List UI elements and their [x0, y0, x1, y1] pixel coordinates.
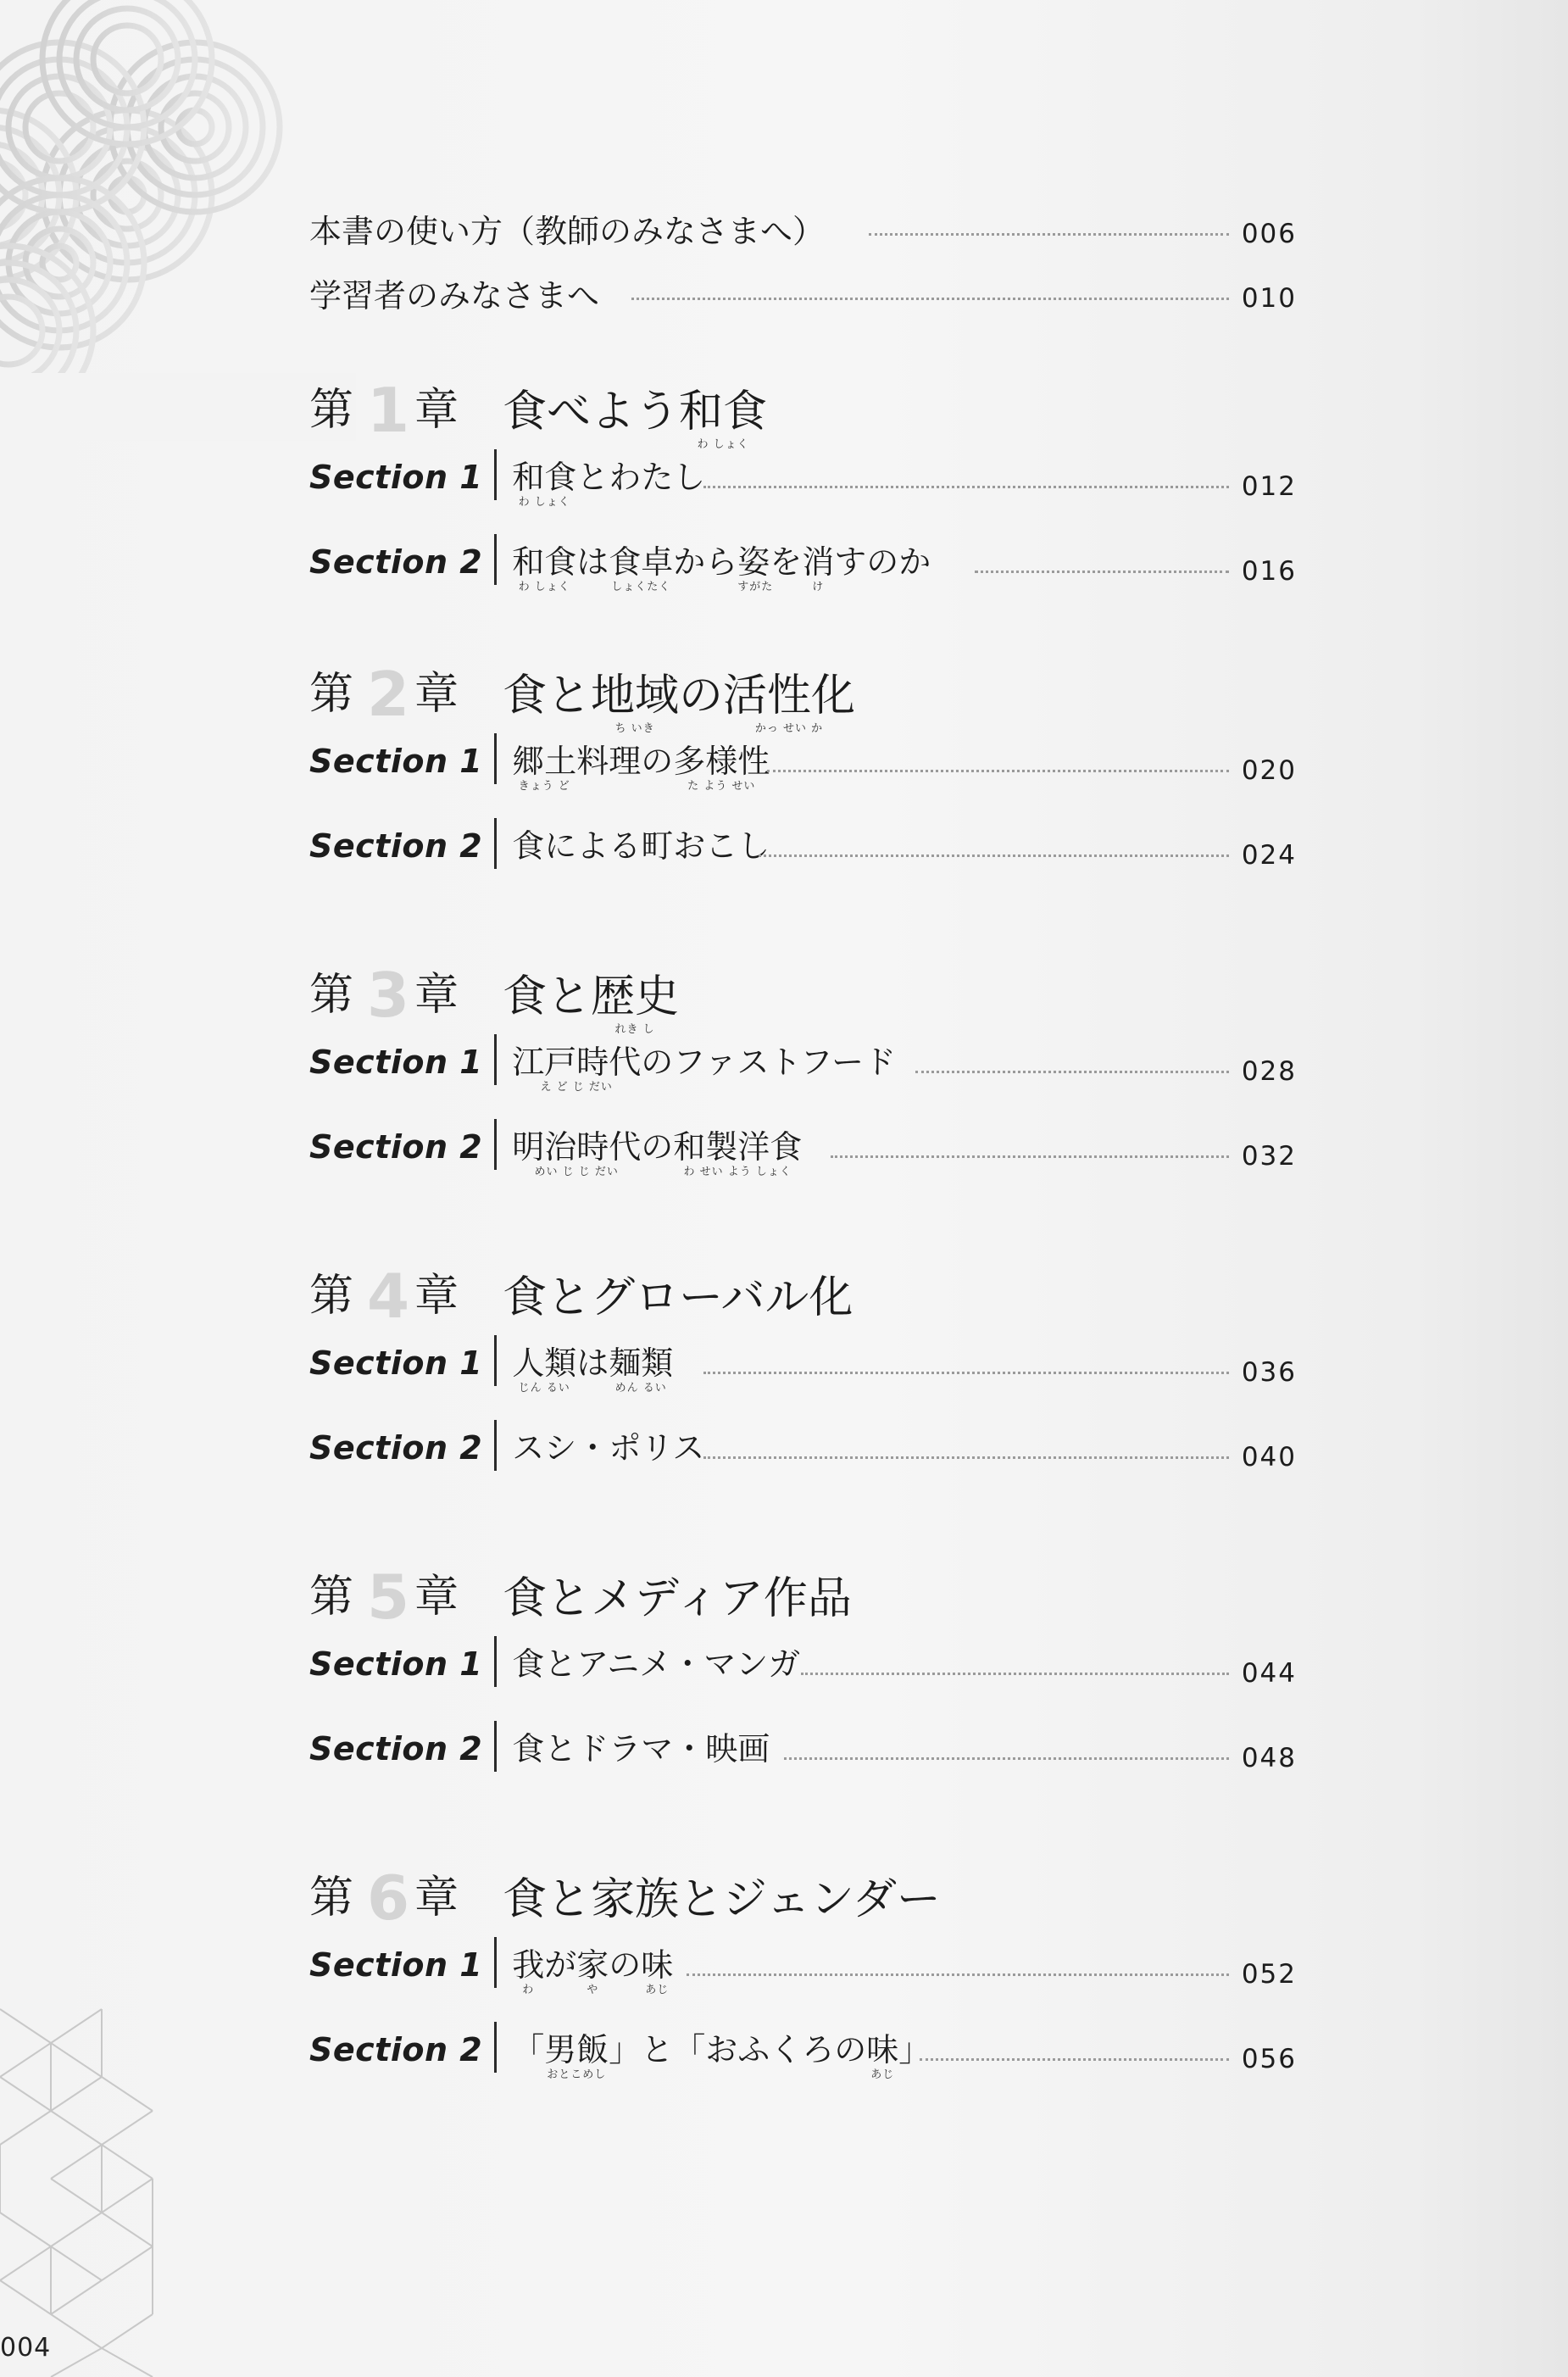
section-title: [512, 1044, 897, 1094]
ruby-word: 麺類 めん るい: [609, 1344, 674, 1394]
page-number: 044: [1241, 1658, 1297, 1689]
section-entry: [309, 1937, 674, 1996]
page-number: 052: [1241, 1959, 1297, 1990]
chapter-prefix: 第: [309, 669, 354, 720]
toc-row-section[interactable]: [309, 2029, 1297, 2088]
chapter-suffix: 章: [414, 1572, 459, 1623]
furigana: おとこめし: [547, 2068, 607, 2081]
section-title: [512, 1730, 770, 1767]
text-run: のファストフード: [641, 1044, 897, 1081]
toc-row-section[interactable]: [309, 740, 1297, 799]
text-run: 食と: [503, 971, 592, 1022]
toc-row-section[interactable]: [309, 1342, 1297, 1401]
text-run: 食とドラマ・映画: [512, 1730, 770, 1767]
section-title: [512, 827, 770, 865]
text-run: の: [679, 671, 724, 721]
furigana: え ど じ だい: [540, 1081, 613, 1094]
furigana: かっ せい か: [754, 722, 824, 735]
section-entry: [309, 1420, 704, 1471]
chapter-title: [503, 1874, 941, 1925]
section-entry: [309, 1636, 800, 1687]
furigana: た よう せい: [687, 780, 756, 793]
furigana: れき し: [614, 1023, 655, 1036]
section-entry: [309, 733, 770, 793]
chapter-number: 1: [366, 375, 410, 446]
chapter-number: 3: [366, 960, 410, 1031]
toc-row-section[interactable]: [309, 1944, 1297, 2003]
text-run: 食とグローバル化: [503, 1272, 854, 1323]
section-label: Section 1: [309, 743, 483, 780]
ruby-word: 多様性 た よう せい: [673, 743, 770, 793]
chapter-heading-2[interactable]: [309, 657, 1297, 733]
text-run: 食とメディア作品: [503, 1573, 852, 1624]
section-label: Section 1: [309, 1044, 483, 1081]
furigana: じん るい: [518, 1382, 570, 1394]
leader-dots: [831, 1155, 1229, 1158]
toc-row-front-1[interactable]: [309, 203, 1297, 263]
furigana: めん るい: [614, 1382, 667, 1394]
chapter-suffix: 章: [414, 669, 459, 720]
chapter-number: 5: [366, 1561, 410, 1633]
toc-row-section[interactable]: [309, 1041, 1297, 1100]
ruby-word: 和食 わ しょく: [512, 459, 577, 509]
section-title: [512, 743, 770, 793]
chapter-title: [503, 1272, 854, 1323]
page-number: 010: [1241, 283, 1297, 314]
chapter-prefix: 第: [309, 385, 354, 436]
leader-dots: [801, 1673, 1229, 1675]
ruby-word: 地域 ち いき: [591, 671, 680, 735]
leader-dots: [687, 1973, 1229, 1976]
page-number: 006: [1241, 219, 1297, 249]
chapter-heading-6[interactable]: [309, 1861, 1297, 1937]
section-title: [512, 1645, 800, 1683]
leader-dots: [975, 571, 1229, 573]
page-folio: 004: [0, 2333, 52, 2363]
chapter-suffix: 章: [414, 1271, 459, 1322]
furigana: わ: [522, 1984, 535, 1996]
section-divider: [494, 1034, 497, 1085]
furigana: や: [587, 1984, 599, 1996]
furigana: しょくたく: [611, 581, 671, 593]
leader-dots: [703, 1372, 1229, 1374]
chapter-heading-5[interactable]: [309, 1560, 1297, 1636]
furigana: あじ: [645, 1984, 670, 1996]
chapter-title: [503, 971, 680, 1036]
text-run: スシ・ポリス: [512, 1429, 705, 1467]
page-number: 032: [1241, 1141, 1297, 1172]
text-run: 食による町おこし: [512, 827, 770, 865]
chapter-prefix: 第: [309, 1271, 354, 1322]
text-run: 食とアニメ・マンガ: [512, 1645, 801, 1683]
ruby-word: 家 や: [576, 1946, 609, 1996]
page-number: 024: [1241, 840, 1297, 871]
section-divider: [494, 818, 497, 869]
leader-dots: [631, 298, 1229, 300]
ruby-word: 和食 わ しょく: [512, 543, 577, 593]
page-number: 040: [1241, 1442, 1297, 1472]
text-run: は: [576, 543, 609, 581]
section-divider: [494, 1335, 497, 1386]
chapter-prefix: 第: [309, 1572, 354, 1623]
chapter-prefix: 第: [309, 970, 354, 1021]
toc-row-section[interactable]: [309, 1427, 1297, 1486]
section-title: [512, 1128, 803, 1178]
page-number: 016: [1241, 556, 1297, 587]
section-divider: [494, 1420, 497, 1471]
section-divider: [494, 1119, 497, 1170]
page-number: 012: [1241, 471, 1297, 502]
furigana: わ せい よう しょく: [683, 1166, 792, 1178]
ruby-word: 活性化 かっ せい か: [723, 671, 856, 735]
furigana: あじ: [870, 2068, 895, 2081]
chapter-suffix: 章: [414, 1873, 459, 1923]
section-entry: [309, 1119, 803, 1178]
chapter-heading-1[interactable]: [309, 373, 1297, 449]
chapter-title: [503, 1573, 852, 1624]
text-run: 料理の: [576, 743, 674, 780]
furigana: めい じ じ だい: [534, 1166, 619, 1178]
section-label: Section 1: [309, 1946, 483, 1984]
section-entry: [309, 1034, 897, 1094]
chapter-number: 2: [366, 659, 410, 730]
furigana: わ しょく: [518, 581, 570, 593]
ruby-word: 味 あじ: [866, 2031, 899, 2081]
section-entry: [309, 2022, 931, 2081]
leader-dots: [767, 770, 1229, 772]
toc-row-section[interactable]: [309, 825, 1297, 884]
seigaiha-pattern: [0, 0, 356, 441]
furigana: きょう ど: [518, 780, 570, 793]
chapter-suffix: 章: [414, 385, 459, 436]
ruby-word: 人類 じん るい: [512, 1344, 577, 1394]
section-divider: [494, 2022, 497, 2073]
section-divider: [494, 449, 497, 500]
chapter-number: 4: [366, 1261, 410, 1332]
section-divider: [494, 534, 497, 585]
leader-dots: [759, 854, 1229, 857]
text-run: とわたし: [576, 459, 706, 496]
leader-dots: [869, 233, 1229, 236]
ruby-word: 明治時代 めい じ じ だい: [512, 1128, 642, 1178]
ruby-word: 和製洋食 わ せい よう しょく: [673, 1128, 803, 1178]
section-divider: [494, 1636, 497, 1687]
page-number: 048: [1241, 1743, 1297, 1773]
toc-entry-title: 学習者のみなさまへ: [309, 277, 600, 315]
section-entry: [309, 1335, 674, 1394]
section-label: Section 2: [309, 2031, 483, 2068]
section-divider: [494, 1721, 497, 1772]
section-title: [512, 2031, 931, 2081]
section-title: [512, 459, 706, 509]
ruby-word: 男飯 おとこめし: [544, 2031, 609, 2081]
toc-row-section[interactable]: [309, 1728, 1297, 1787]
text-run: すのか: [834, 543, 931, 581]
section-entry: [309, 534, 931, 593]
toc-row-front-2[interactable]: [309, 268, 1297, 327]
asanoha-pattern: [0, 1992, 212, 2377]
chapter-title: [503, 671, 856, 735]
section-entry: [309, 1721, 770, 1772]
section-label: Section 1: [309, 459, 483, 496]
text-run: 」と「おふくろの: [609, 2031, 867, 2068]
leader-dots: [915, 1071, 1229, 1073]
furigana: け: [812, 581, 825, 593]
section-label: Section 2: [309, 1730, 483, 1767]
ruby-word: 和食 わ しょく: [679, 387, 768, 451]
text-run: を: [770, 543, 803, 581]
furigana: わ しょく: [697, 438, 749, 451]
toc-row-section[interactable]: [309, 541, 1297, 600]
page-number: 028: [1241, 1056, 1297, 1087]
text-run: の: [641, 1128, 674, 1166]
section-label: Section 1: [309, 1645, 483, 1683]
section-label: Section 1: [309, 1344, 483, 1382]
toc-row-section[interactable]: [309, 1643, 1297, 1702]
chapter-suffix: 章: [414, 970, 459, 1021]
toc-row-section[interactable]: [309, 456, 1297, 515]
section-title: [512, 543, 931, 593]
ruby-word: 郷土 きょう ど: [512, 743, 577, 793]
section-label: Section 2: [309, 1128, 483, 1166]
ruby-word: 我 わ: [512, 1946, 545, 1996]
section-divider: [494, 1937, 497, 1988]
ruby-word: 姿 すがた: [737, 543, 774, 593]
toc-row-section[interactable]: [309, 1126, 1297, 1185]
furigana: わ しょく: [518, 496, 570, 509]
ruby-word: 歴史 れき し: [591, 971, 680, 1036]
section-entry: [309, 449, 706, 509]
ruby-word: 味 あじ: [641, 1946, 674, 1996]
chapter-title: [503, 387, 768, 451]
leader-dots: [703, 1456, 1229, 1459]
section-entry: [309, 818, 770, 869]
toc-entry-title: 本書の使い方（教師のみなさまへ）: [309, 213, 826, 250]
ruby-word: 食卓 しょくたく: [609, 543, 674, 593]
section-title: [512, 1344, 674, 1394]
section-title: [512, 1946, 674, 1996]
text-run: 「: [512, 2031, 545, 2068]
section-title: [512, 1429, 704, 1467]
text-run: の: [609, 1946, 642, 1984]
leader-dots: [784, 1757, 1229, 1760]
furigana: ち いき: [614, 722, 655, 735]
chapter-number: 6: [366, 1862, 410, 1934]
section-label: Section 2: [309, 827, 483, 865]
chapter-heading-3[interactable]: [309, 958, 1297, 1034]
text-run: 食べよう: [503, 387, 680, 437]
page-number: 036: [1241, 1357, 1297, 1388]
text-run: 食と: [503, 671, 592, 721]
text-run: から: [673, 543, 738, 581]
text-run: 」: [898, 2031, 931, 2068]
furigana: すがた: [737, 581, 774, 593]
page-number: 056: [1241, 2044, 1297, 2074]
section-label: Section 2: [309, 1429, 483, 1467]
text-run: は: [576, 1344, 609, 1382]
text-run: が: [544, 1946, 577, 1984]
ruby-word: 消 け: [802, 543, 835, 593]
page-number: 020: [1241, 755, 1297, 786]
text-run: 食と家族とジェンダー: [503, 1874, 941, 1925]
chapter-prefix: 第: [309, 1873, 354, 1923]
section-label: Section 2: [309, 543, 483, 581]
ruby-word: 江戸時代 え ど じ だい: [512, 1044, 642, 1094]
chapter-heading-4[interactable]: [309, 1259, 1297, 1335]
leader-dots: [920, 2058, 1229, 2061]
leader-dots: [703, 486, 1229, 488]
section-divider: [494, 733, 497, 784]
